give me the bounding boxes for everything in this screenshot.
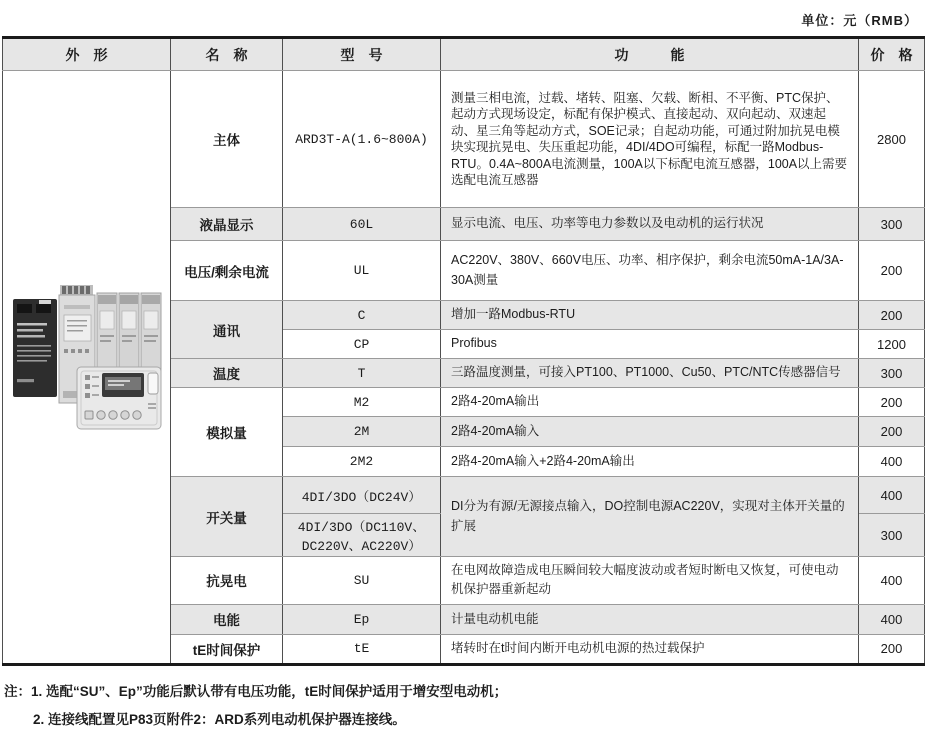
- function-cell: 2路4-20mA输入+2路4-20mA输出: [441, 447, 859, 477]
- name-cell: 液晶显示: [171, 208, 283, 241]
- appearance-cell: [3, 71, 171, 665]
- group-name-cell: 通讯: [171, 301, 283, 359]
- price-cell: 1200: [859, 330, 925, 359]
- note-text: 2. 连接线配置见P83页附件2：ARD系列电动机保护器连接线。: [33, 711, 406, 727]
- name-cell: 电压/剩余电流: [171, 241, 283, 301]
- function-cell: 2路4-20mA输出: [441, 388, 859, 417]
- price-cell: 300: [859, 208, 925, 241]
- name-cell: tE时间保护: [171, 634, 283, 664]
- function-cell: Profibus: [441, 330, 859, 359]
- display-panel: [77, 367, 161, 429]
- note-line: [4, 710, 924, 731]
- name-cell: 抗晃电: [171, 557, 283, 605]
- function-cell: 在电网故障造成电压瞬间较大幅度波动或者短时断电又恢复，可使电动机保护器重新起动: [441, 557, 859, 605]
- model-cell: C: [283, 301, 441, 330]
- group-name-cell: 开关量: [171, 477, 283, 557]
- model-cell: 2M2: [283, 447, 441, 477]
- model-cell: CP: [283, 330, 441, 359]
- name-cell: 温度: [171, 359, 283, 388]
- model-cell: 4DI/3DO（DC24V）: [283, 477, 441, 514]
- col-header-function: 功 能: [441, 38, 859, 71]
- price-cell: 300: [859, 359, 925, 388]
- price-table: [2, 36, 925, 666]
- col-header-appearance: 外 形: [3, 38, 171, 71]
- function-cell: AC220V、380V、660V电压、功率、相序保护，剩余电流50mA-1A/3A-30A测量: [441, 241, 859, 301]
- price-cell: 200: [859, 417, 925, 447]
- function-cell: 计量电动机电能: [441, 604, 859, 634]
- function-cell: 增加一路Modbus-RTU: [441, 301, 859, 330]
- note-text: 1. 选配“SU”、Ep”功能后默认带有电压功能，tE时间保护适用于增安型电动机；: [31, 683, 508, 699]
- price-cell: 200: [859, 388, 925, 417]
- note-line: [4, 682, 924, 703]
- footnotes: [4, 682, 924, 731]
- price-cell: 400: [859, 604, 925, 634]
- price-cell: 400: [859, 557, 925, 605]
- function-cell: 三路温度测量，可接入PT100、PT1000、Cu50、PTC/NTC传感器信号: [441, 359, 859, 388]
- function-cell: 显示电流、电压、功率等电力参数以及电动机的运行状况: [441, 208, 859, 241]
- price-cell: 300: [859, 514, 925, 557]
- note-prefix: 注：: [4, 683, 31, 699]
- unit-label: 单位：元（RMB）: [801, 13, 918, 28]
- function-cell: 堵转时在t时间内断开电动机电源的热过载保护: [441, 634, 859, 664]
- col-header-model: 型 号: [283, 38, 441, 71]
- model-cell: Ep: [283, 604, 441, 634]
- model-cell: M2: [283, 388, 441, 417]
- price-cell: 200: [859, 241, 925, 301]
- model-cell: 4DI/3DO（DC110V、DC220V、AC220V）: [283, 514, 441, 557]
- group-name-cell: 模拟量: [171, 388, 283, 477]
- function-cell: 测量三相电流，过载、堵转、阻塞、欠载、断相、不平衡、PTC保护、起动方式现场设定，标配有保护模式、直接起动、双向起动、双速起动、星三角等起动方式，SOE记录；自起动功能，可通过附加抗晃电模块实现抗晃电、失压重起功能，4DI/4DO可编程，标配一路Modbus-RTU。0.4A~800A电流测量，100A以下标配电流互感器，100A以上需要选配电流互感器: [441, 71, 859, 208]
- price-cell: 400: [859, 477, 925, 514]
- header-row: [3, 38, 925, 71]
- model-cell: UL: [283, 241, 441, 301]
- model-cell: SU: [283, 557, 441, 605]
- model-cell: T: [283, 359, 441, 388]
- price-cell: 2800: [859, 71, 925, 208]
- model-cell: 2M: [283, 417, 441, 447]
- col-header-price: 价 格: [859, 38, 925, 71]
- model-cell: tE: [283, 634, 441, 664]
- price-cell: 400: [859, 447, 925, 477]
- price-cell: 200: [859, 634, 925, 664]
- name-cell: 电能: [171, 604, 283, 634]
- name-cell: 主体: [171, 71, 283, 208]
- model-cell: ARD3T-A(1.6~800A): [283, 71, 441, 208]
- price-cell: 200: [859, 301, 925, 330]
- table-row: [3, 71, 925, 208]
- function-cell: DI分为有源/无源接点输入，DO控制电源AC220V，实现对主体开关量的扩展: [441, 477, 859, 557]
- model-cell: 60L: [283, 208, 441, 241]
- product-photo: [9, 271, 165, 443]
- col-header-name: 名 称: [171, 38, 283, 71]
- function-cell: 2路4-20mA输入: [441, 417, 859, 447]
